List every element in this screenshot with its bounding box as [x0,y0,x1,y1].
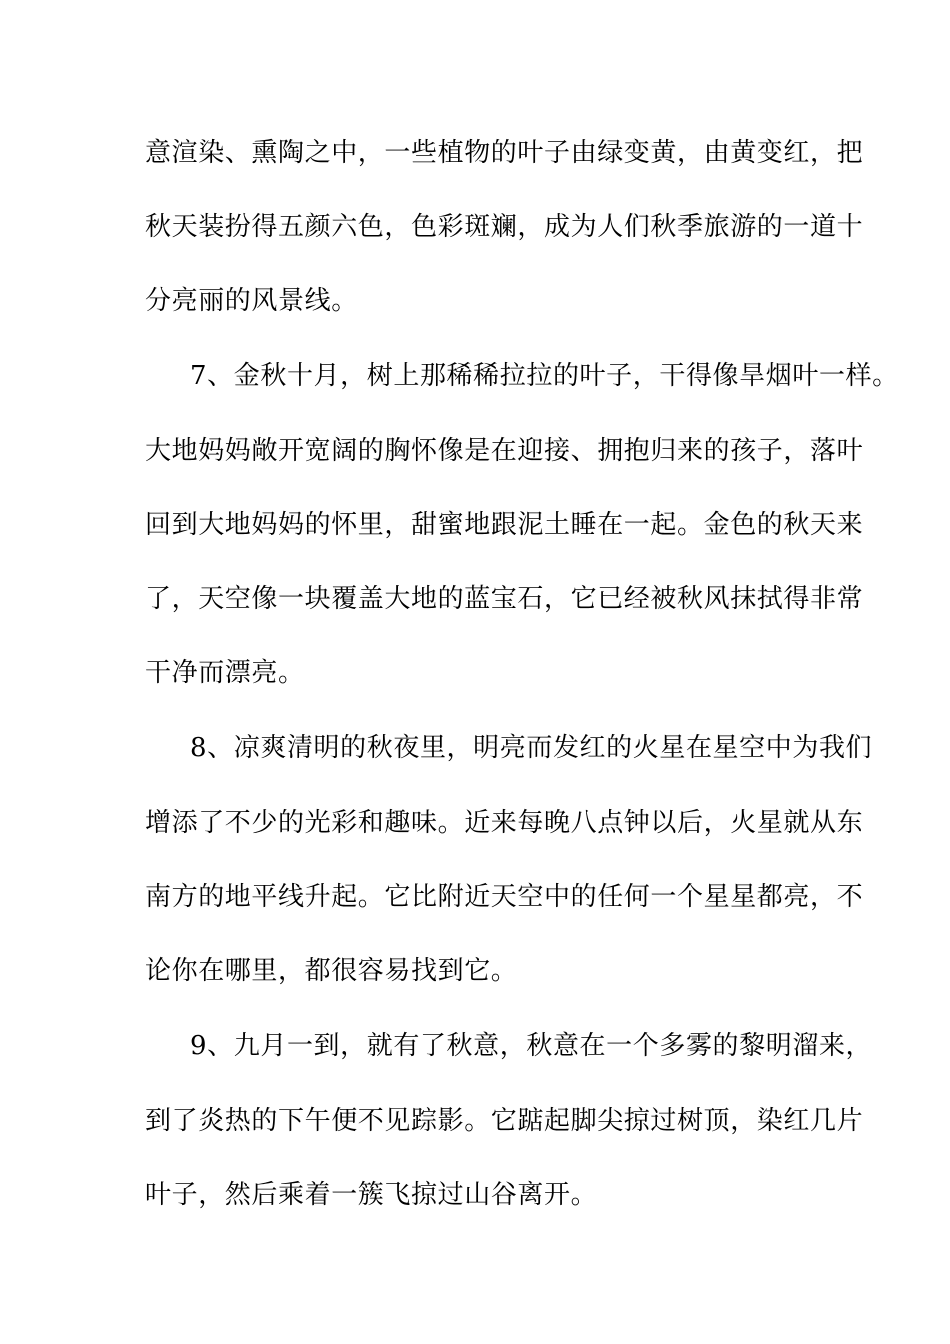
text-line: 南方的地平线升起。它比附近天空中的任何一个星星都亮，不 [145,882,864,912]
text-line: 论你在哪里，都很容易找到它。 [145,956,518,986]
text-line: 秋天装扮得五颜六色，色彩斑斓，成为人们秋季旅游的一道十 [145,212,864,242]
text-line: 干净而漂亮。 [145,658,305,688]
text-line: 叶子，然后乘着一簇飞掠过山谷离开。 [145,1180,598,1210]
text-line: 增添了不少的光彩和趣味。近来每晚八点钟以后，火星就从东 [145,808,864,838]
text-line: 了，天空像一块覆盖大地的蓝宝石，它已经被秋风抹拭得非常 [145,584,864,614]
text-line: 分亮丽的风景线。 [145,286,358,316]
text-line: 回到大地妈妈的怀里，甜蜜地跟泥土睡在一起。金色的秋天来 [145,510,864,540]
paragraph-9-first-line: 9、九月一到，就有了秋意，秋意在一个多雾的黎明溜来， [190,1031,873,1061]
text-line: 到了炎热的下午便不见踪影。它踮起脚尖掠过树顶，染红几片 [145,1106,864,1136]
paragraph-8-first-line: 8、凉爽清明的秋夜里，明亮而发红的火星在星空中为我们 [190,733,873,763]
text-line: 大地妈妈敞开宽阔的胸怀像是在迎接、拥抱归来的孩子，落叶 [145,436,864,466]
text-line: 意渲染、熏陶之中，一些植物的叶子由绿变黄，由黄变红，把 [145,138,864,168]
paragraph-7-first-line: 7、金秋十月，树上那稀稀拉拉的叶子，干得像旱烟叶一样。 [190,361,899,391]
